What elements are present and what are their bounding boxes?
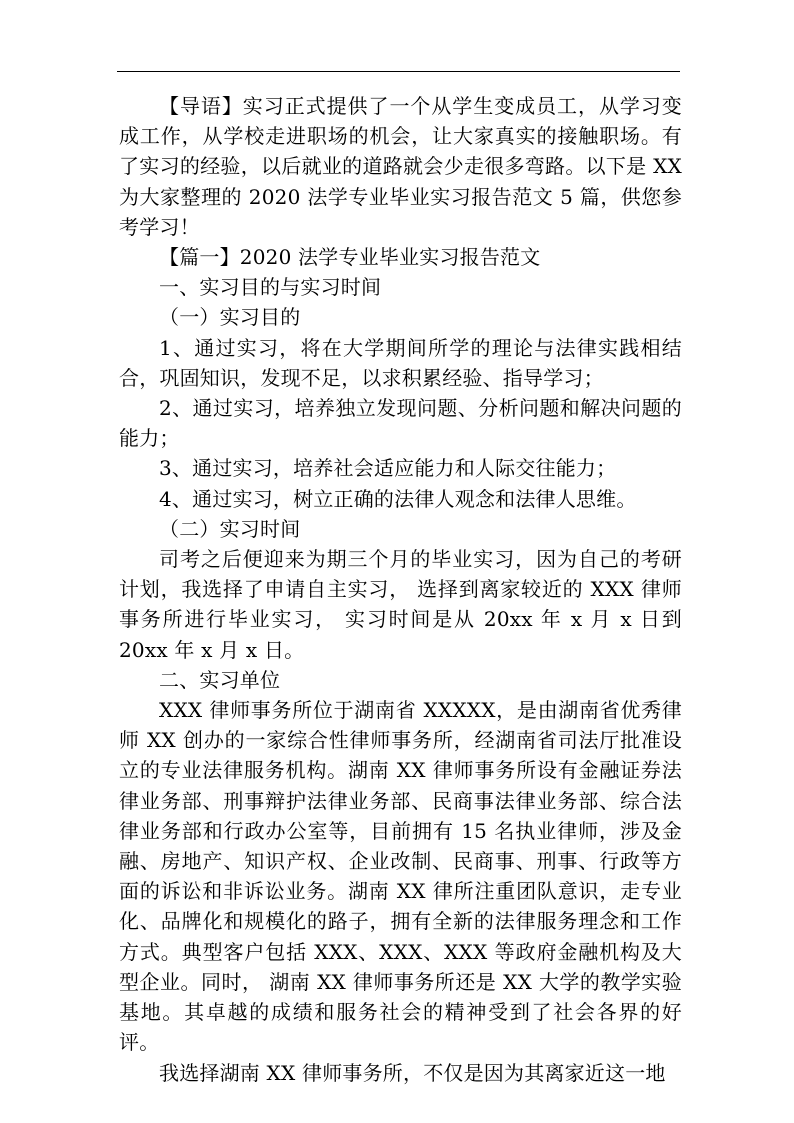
purpose-item-1: 1、通过实习，将在大学期间所学的理论与法律实践相结合，巩固知识，发现不足，以求积累经验、指导学习； bbox=[119, 335, 682, 390]
purpose-item-3: 3、通过实习，培养社会适应能力和人际交往能力； bbox=[159, 456, 617, 481]
subheading-internship-purpose: （一）实习目的 bbox=[159, 305, 301, 330]
heading-internship-unit: 二、实习单位 bbox=[159, 667, 281, 692]
intro-paragraph: 【导语】实习正式提供了一个从学生变成员工，从学习变成工作，从学校走进职场的机会，让大家真实的接触职场。有了实习的经验，以后就业的道路就会少走很多弯路。以下是 XX 为大家整理的 2020 法学专业毕业实习报告范文 5 篇，供您参考学习！ bbox=[119, 94, 689, 239]
header-rule bbox=[117, 71, 680, 72]
purpose-item-4: 4、通过实习，树立正确的法律人观念和法律人思维。 bbox=[159, 486, 637, 511]
closing-paragraph-fragment: 我选择湖南 XX 律师事务所，不仅是因为其离家近这一地 bbox=[159, 1060, 666, 1085]
heading-internship-purpose-and-time: 一、实习目的与实习时间 bbox=[159, 275, 382, 300]
document-body bbox=[119, 91, 689, 1088]
subheading-internship-time: （二）实习时间 bbox=[159, 516, 301, 541]
internship-time-paragraph: 司考之后便迎来为期三个月的毕业实习，因为自己的考研计划，我选择了申请自主实习， 选择到离家较近的 XXX 律师事务所进行毕业实习， 实习时间是从 20xx 年 x 月 x 日到 20xx 年 x 月 x 日。 bbox=[119, 547, 689, 662]
purpose-item-2: 2、通过实习，培养独立发现问题、分析问题和解决问题的能力； bbox=[119, 396, 682, 451]
internship-unit-paragraph: XXX 律师事务所位于湖南省 XXXXX，是由湖南省优秀律师 XX 创办的一家综合性律师事务所，经湖南省司法厅批准设立的专业法律服务机构。湖南 XX 律师事务所设有金融证券法律业务部、刑事辩护法律业务部、民商事法律业务部、综合法律业务部和行政办公室等，目前拥有 15 名执业律师，涉及金融、房地产、知识产权、企业改制、民商事、刑事、行政等方面的诉讼和非诉讼业务。湖南 XX 律所注重团队意识，走专业化、品牌化和规模化的路子，拥有全新的法律服务理念和工作方式。典型客户包括 XXX、XXX、XXX 等政府金融机构及大型企业。同时， 湖南 XX 律师事务所还是 XX 大学的教学实验基地。其卓越的成绩和服务社会的精神受到了社会各界的好评。 bbox=[119, 698, 682, 1055]
section-title-part-one: 【篇一】2020 法学专业毕业实习报告范文 bbox=[159, 245, 541, 270]
